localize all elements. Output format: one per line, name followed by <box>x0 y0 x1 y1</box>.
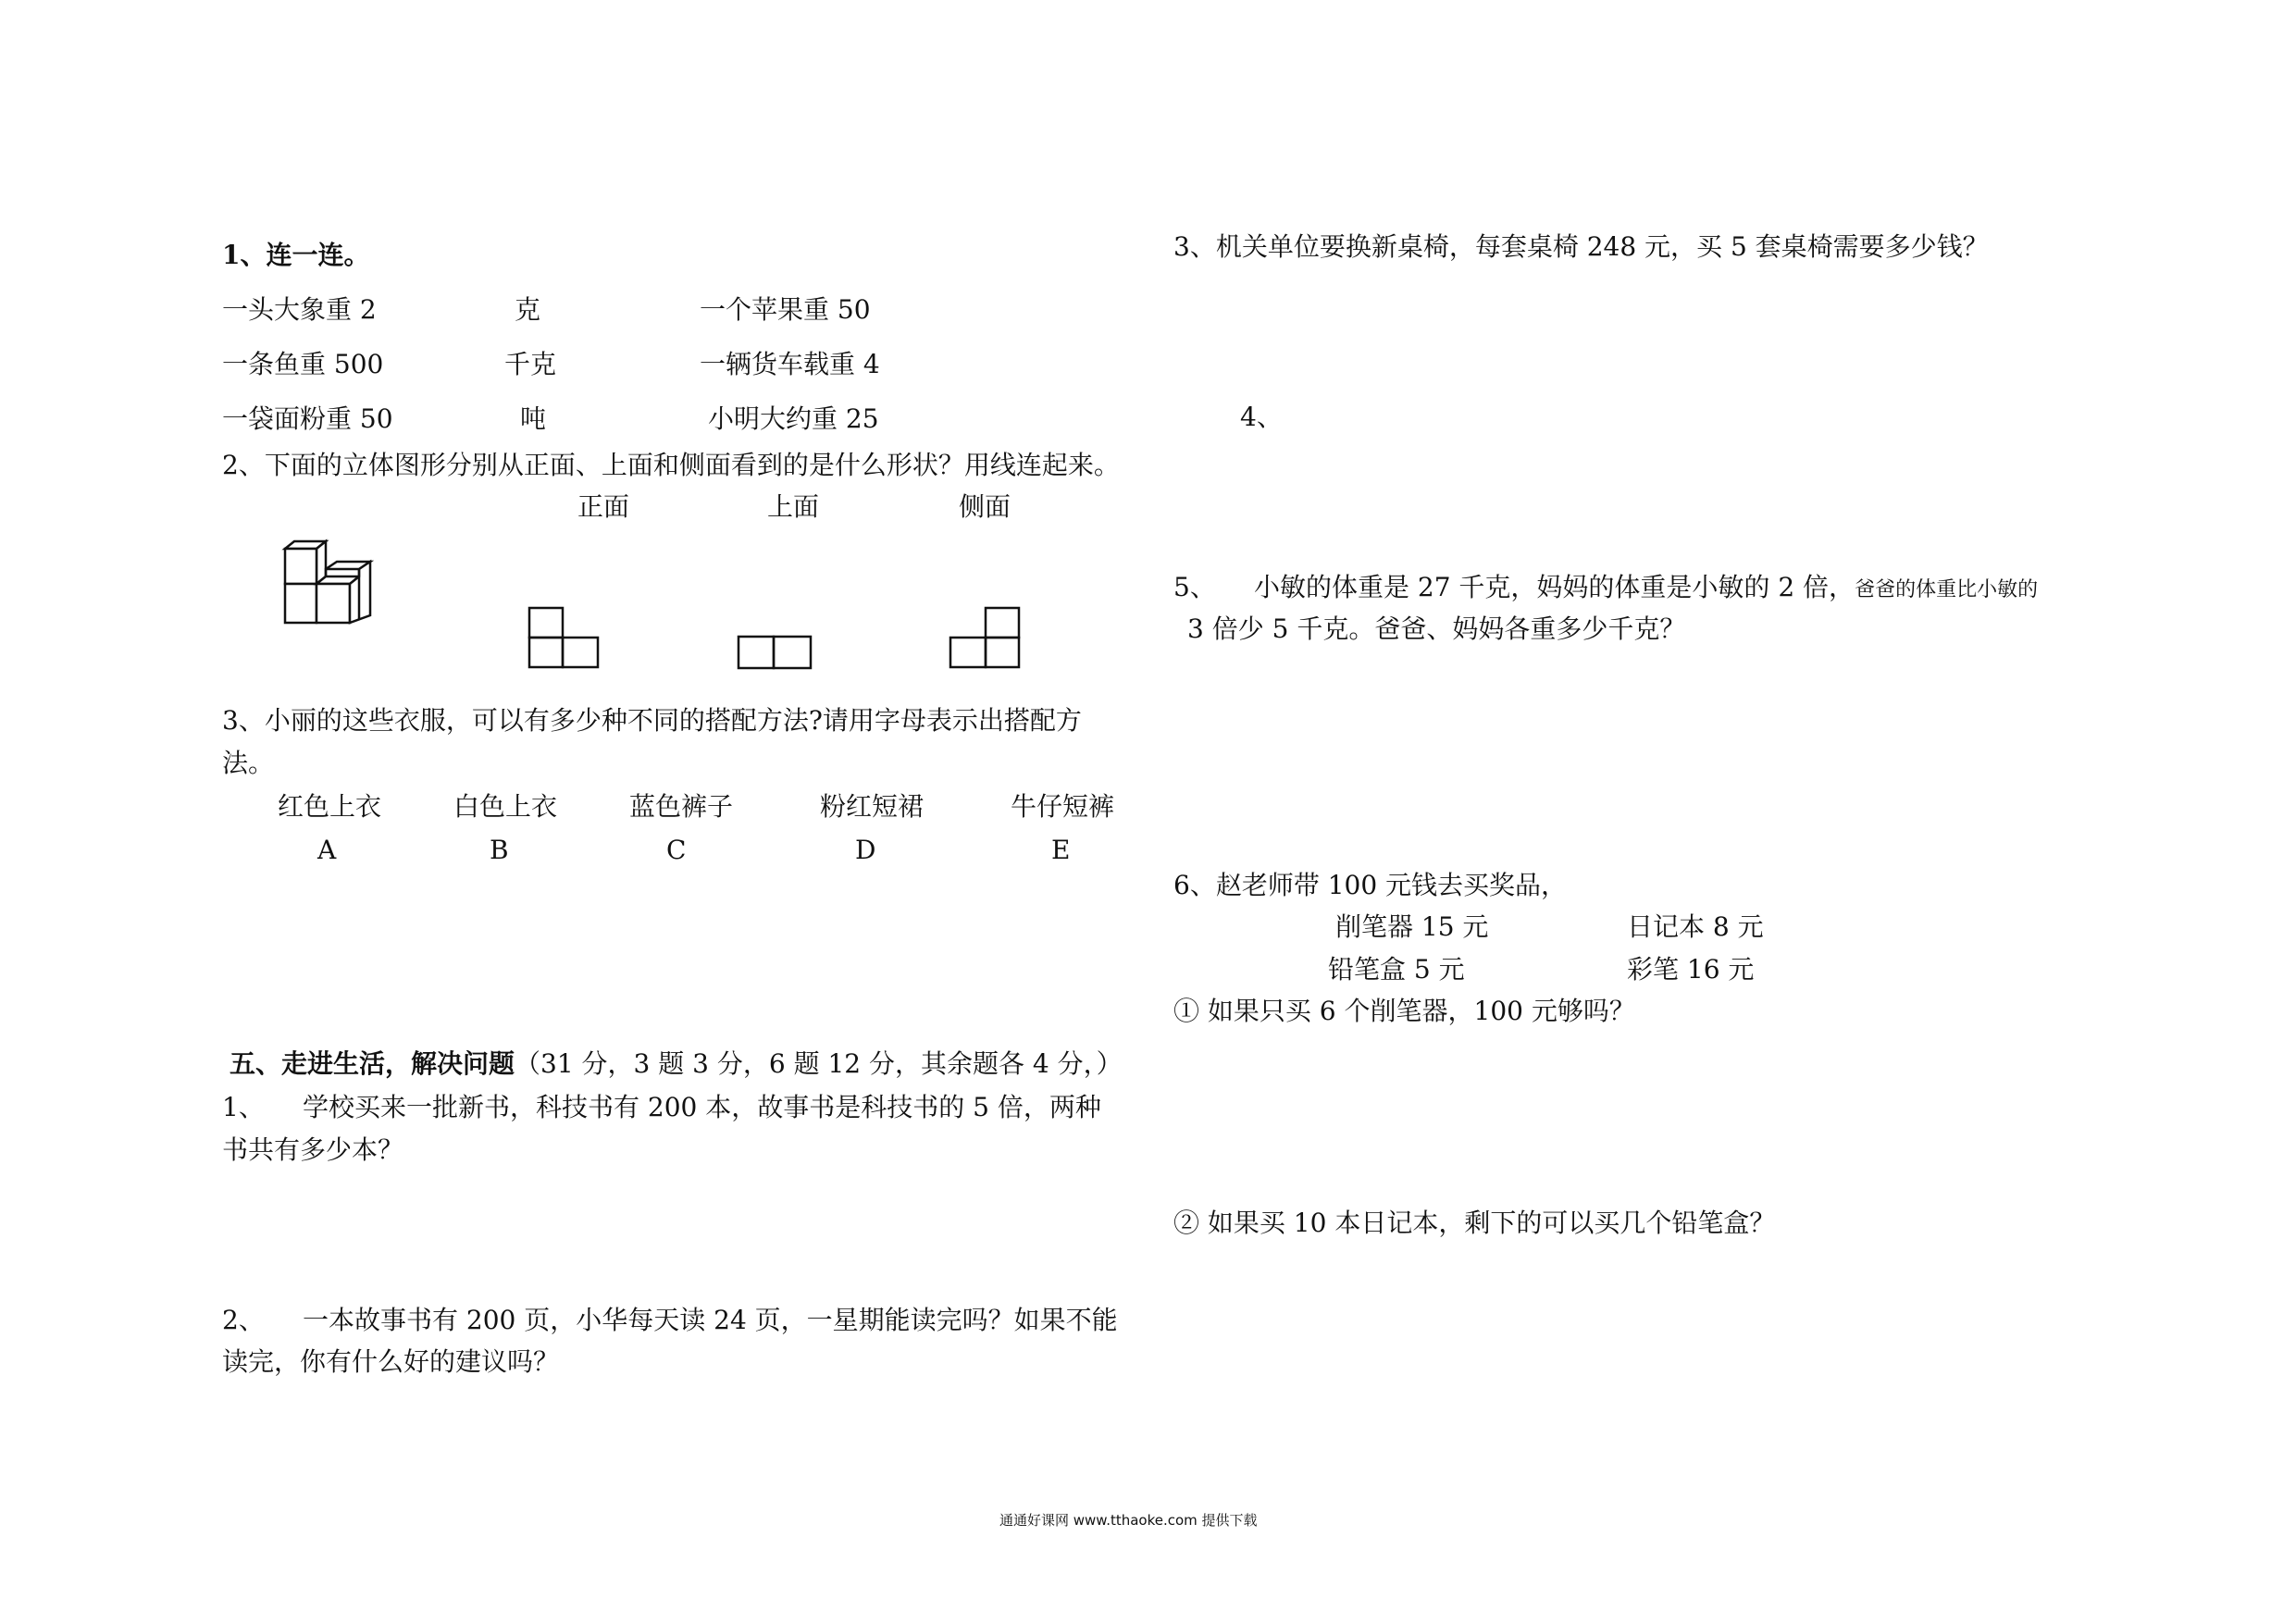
problem-3: 3、机关单位要换新桌椅，每套桌椅 248 元，买 5 套桌椅需要多少钱？ <box>1173 231 1989 262</box>
problem-4: 4、 <box>1240 402 1283 432</box>
view-label-front: 正面 <box>577 491 630 522</box>
q1-item-3: 一袋面粉重 50 <box>222 403 393 434</box>
problem-5-line-1 <box>1254 572 2038 603</box>
problem-2-line-1: 一本故事书有 200 页，小华每天读 24 页，一星期能读完吗？如果不能 <box>303 1305 1118 1335</box>
clothes-letter-c: C <box>666 835 687 865</box>
clothes-letter-a: A <box>317 835 337 865</box>
problem-5-number: 5、 <box>1173 572 1216 602</box>
problem-1-line-1: 学校买来一批新书，科技书有 200 本，故事书是科技书的 5 倍，两种 <box>303 1092 1101 1122</box>
q1-object-2: 一辆货车载重 4 <box>700 349 880 379</box>
front-view-figure <box>527 606 602 671</box>
view-label-top: 上面 <box>767 491 820 522</box>
view-label-side: 侧面 <box>959 491 1011 522</box>
q1-item-2: 一条鱼重 500 <box>222 349 384 379</box>
q1-unit-2: 千克 <box>504 349 557 379</box>
section-5-title: 五、走进生活，解决问题 <box>230 1048 515 1079</box>
clothes-item-5: 牛仔短裤 <box>1011 791 1115 822</box>
problem-5-line-2: 3 倍少 5 千克。爸爸、妈妈各重多少千克？ <box>1187 613 1686 644</box>
problem-6-sub-2: ② 如果买 10 本日记本，剩下的可以买几个铅笔盒？ <box>1173 1208 1776 1238</box>
q3-line-1: 3、小丽的这些衣服，可以有多少种不同的搭配方法?请用字母表示出搭配方 <box>222 705 1082 736</box>
price-diary: 日记本 8 元 <box>1627 911 1764 942</box>
q1-item-1: 一头大象重 2 <box>222 294 377 325</box>
clothes-item-2: 白色上衣 <box>453 791 558 822</box>
section-5-scoring: （31 分，3 题 3 分，6 题 12 分，其余题各 4 分，） <box>515 1048 1123 1079</box>
clothes-letter-b: B <box>490 835 509 865</box>
clothes-item-3: 蓝色裤子 <box>629 791 734 822</box>
q1-title: 1、连一连。 <box>222 240 370 270</box>
q1-object-3: 小明大约重 25 <box>708 403 879 434</box>
section-5-heading <box>230 1048 1123 1080</box>
problem-5-line-1a: 小敏的体重是 27 千克，妈妈的体重是小敏的 2 倍， <box>1254 572 1855 602</box>
price-color-pens: 彩笔 16 元 <box>1627 954 1755 985</box>
top-view-figure <box>737 635 814 672</box>
clothes-item-4: 粉红短裙 <box>820 791 925 822</box>
clothes-item-1: 红色上衣 <box>278 791 382 822</box>
problem-5-line-1b: 爸爸的体重比小敏的 <box>1855 578 2039 601</box>
problem-6-sub-1: ① 如果只买 6 个削笔器，100 元够吗？ <box>1173 996 1635 1026</box>
side-view-figure <box>949 606 1023 671</box>
problem-2-line-2: 读完，你有什么好的建议吗？ <box>222 1346 560 1377</box>
problem-1-number: 1、 <box>222 1092 265 1122</box>
price-pencil-case: 铅笔盒 5 元 <box>1328 954 1465 985</box>
problem-6-intro: 6、赵老师带 100 元钱去买奖品， <box>1173 870 1568 900</box>
q1-unit-3: 吨 <box>520 403 547 434</box>
clothes-letter-d: D <box>855 835 876 865</box>
clothes-letter-e: E <box>1051 835 1071 865</box>
q2-prompt: 2、下面的立体图形分别从正面、上面和侧面看到的是什么形状？用线连起来。 <box>222 450 1120 480</box>
q3-line-2: 法。 <box>222 748 275 778</box>
problem-1-line-2: 书共有多少本？ <box>222 1134 404 1165</box>
footer-credit: 通通好课网 www.tthaoke.com 提供下载 <box>999 1512 1258 1529</box>
cube-stack-figure <box>278 541 398 643</box>
price-sharpener: 削笔器 15 元 <box>1335 911 1489 942</box>
q1-unit-1: 克 <box>515 294 541 325</box>
q1-object-1: 一个苹果重 50 <box>700 294 871 325</box>
problem-2-number: 2、 <box>222 1305 265 1335</box>
